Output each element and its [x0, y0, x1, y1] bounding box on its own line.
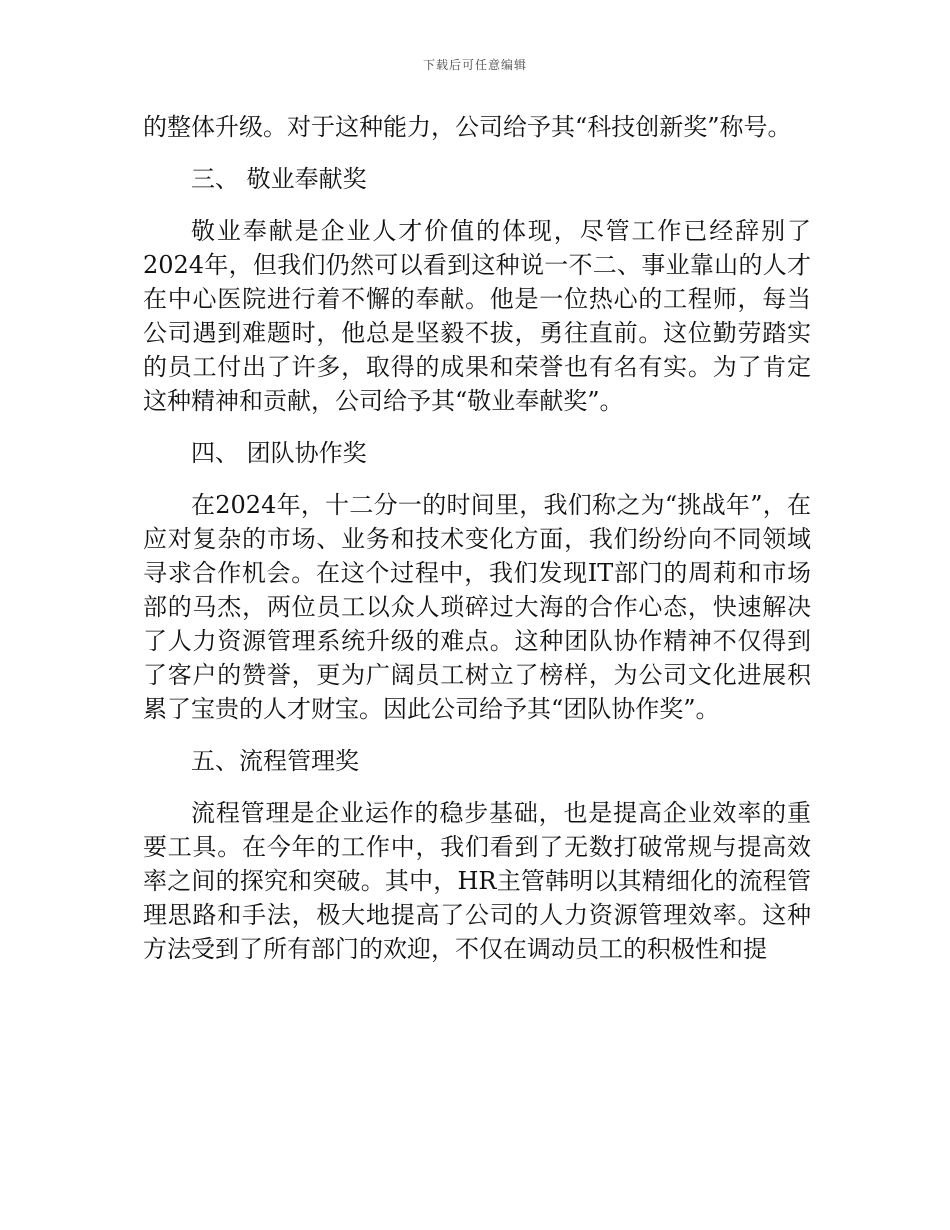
paragraph-continuation: 的整体升级。对于这种能力，公司给予其“科技创新奖”称号。 [143, 113, 792, 141]
paragraph-process-management-award: 流程管理是企业运作的稳步基础，也是提高企业效率的重要工具。在今年的工作中，我们看到了无数打破常规与提高效率之间的探究和突破。其中，HR主管韩明以其精细化的流程管理思路和手法，极大地提高了公司的人力资源管理效率。这种方法受到了所有部门的欢迎，不仅在调动员工的积极性和提 [143, 799, 811, 963]
section-heading-5: 五、流程管理奖 [191, 747, 359, 775]
paragraph-dedication-award: 敬业奉献是企业人才价值的体现，尽管工作已经辞别了2024年，但我们仍然可以看到这种说一不二、事业靠山的人才在中心医院进行着不懈的奉献。他是一位热心的工程师，每当公司遇到难题时，他总是坚毅不拔，勇往直前。这位勤劳踏实的员工付出了许多，取得的成果和荣誉也有名有实。为了肯定这种精神和贡献，公司给予其“敬业奉献奖”。 [143, 217, 811, 415]
document-body [143, 110, 811, 966]
section-heading-3: 三、 敬业奉献奖 [191, 165, 367, 193]
paragraph-teamwork-award: 在2024年，十二分一的时间里，我们称之为“挑战年”，在应对复杂的市场、业务和技术变化方面，我们纷纷向不同领域寻求合作机会。在这个过程中，我们发现IT部门的周莉和市场部的马杰，两位员工以众人琐碎过大海的合作心态，快速解决了人力资源管理系统升级的难点。这种团队协作精神不仅得到了客户的赞誉，更为广阔员工树立了榜样，为公司文化进展积累了宝贵的人才财宝。因此公司给予其“团队协作奖”。 [143, 491, 811, 723]
page-header: 下载后可任意编辑 [422, 58, 527, 72]
section-heading-4: 四、 团队协作奖 [191, 439, 367, 467]
